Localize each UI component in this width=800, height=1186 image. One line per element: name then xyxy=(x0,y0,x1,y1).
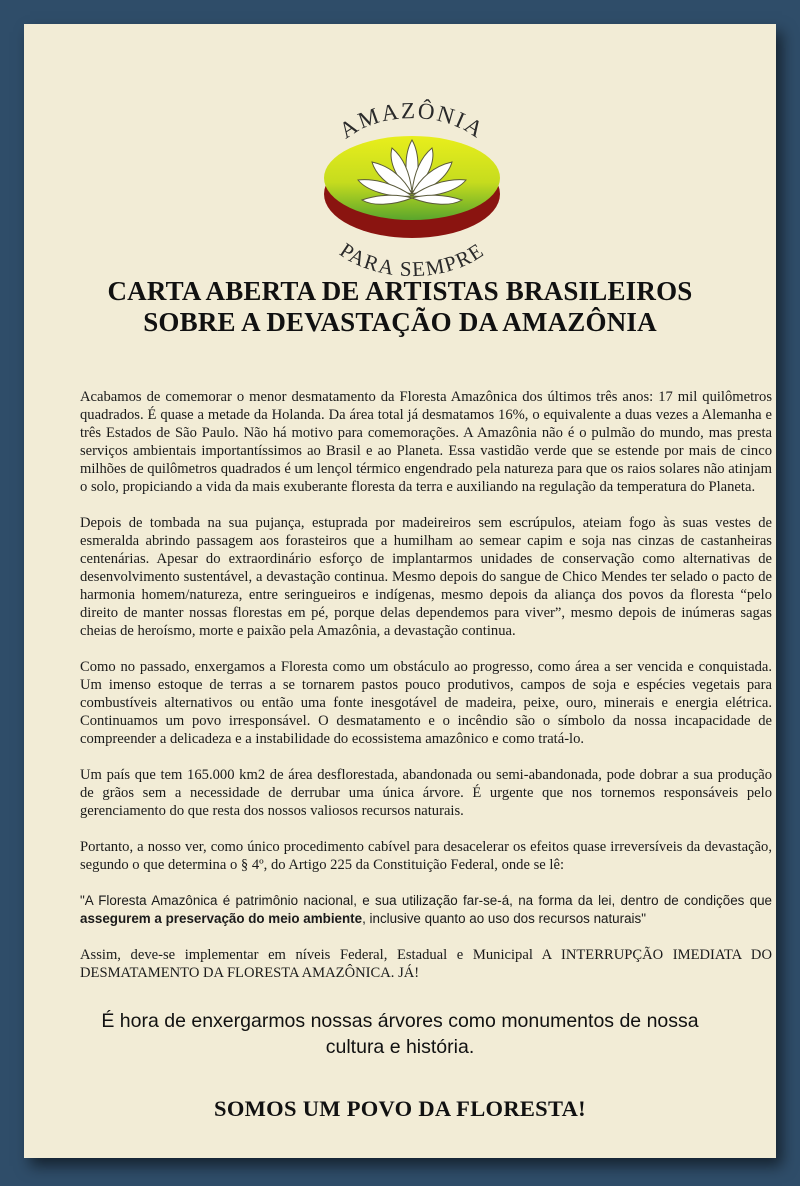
quote-text-bold: assegurem a preservação do meio ambiente xyxy=(80,911,363,926)
closing-line-1: É hora de enxergarmos nossas árvores como monumentos de nossa xyxy=(101,1010,699,1032)
closing-line-2: cultura e história. xyxy=(325,1036,475,1058)
title-line-1: CARTA ABERTA DE ARTISTAS BRASILEIROS xyxy=(107,276,693,306)
logo-text-bottom: PARA SEMPRE xyxy=(335,237,489,282)
letter-page xyxy=(24,24,776,1158)
page-title xyxy=(24,276,776,338)
paragraph-2: Depois de tombada na sua pujança, estuprada por madeireiros sem escrúpulos, ateiam fogo às suas vestes de esmeralda abrindo passagem aos forasteiros que a humilham ao semear capim e soja nas cinzas de castanheiras centenárias. Apesar do extraordinário esforço de implantarmos unidades de conservação como alternativas de desenvolvimento sustentável, a devastação continua. Mesmo depois do sangue de Chico Mendes ter selado o pacto de harmonia homem/natureza, entre seringueiros e indígenas, mesmo depois da aliança dos povos da floresta “pelo direito de manter nossas florestas em pé, porque delas dependemos para viver”, mesmo depois de inúmeras sagas cheias de heroísmo, morte e paixão pela Amazônia, a devastação continua. xyxy=(80,515,772,639)
title-line-2: SOBRE A DEVASTAÇÃO DA AMAZÔNIA xyxy=(143,307,657,337)
quote-text-after: , inclusive quanto ao uso dos recursos naturais" xyxy=(362,911,646,926)
amazonia-para-sempre-logo xyxy=(300,82,524,282)
paragraph-1: Acabamos de comemorar o menor desmatamento da Floresta Amazônica dos últimos três anos: 17 mil quilômetros quadrados. É quase a metade da Holanda. Da área total já desmatamos 16%, o equivalente a duas vezes a Alemanha e três Estados de São Paulo. Não há motivo para comemorações. A Amazônia não é o pulmão do mundo, mas presta serviços ambientais importantíssimos ao Brasil e ao Planeta. Essa vastidão verde que se estende por mais de cinco milhões de quilômetros quadrados é um lençol térmico engendrado pela natureza para que os raios solares não atinjam o solo, propiciando a vida da mais exuberante floresta da terra e auxiliando na regulação da temperatura do Planeta. xyxy=(80,389,772,495)
paragraph-3: Como no passado, enxergamos a Floresta como um obstáculo ao progresso, como área a ser vencida e conquistada. Um imenso estoque de terras a se tornarem pastos pouco produtivos, campos de soja e espécies vegetais para combustíveis alternativos ou então uma fonte inesgotável de madeira, peixe, ouro, minerais e energia elétrica. Continuamos um povo irresponsável. O desmatamento e o incêndio são o símbolo da nossa incapacidade de compreender a delicadeza e a instabilidade do ecossistema amazônico e como tratá-lo. xyxy=(80,659,772,747)
final-slogan: SOMOS UM POVO DA FLORESTA! xyxy=(214,1096,586,1121)
logo-text-top: AMAZÔNIA xyxy=(334,98,490,144)
paragraph-5: Portanto, a nosso ver, como único procedimento cabível para desacelerar os efeitos quase irreversíveis da devastação, segundo o que determina o § 4º, do Artigo 225 da Constituição Federal, onde se lê: xyxy=(80,839,772,873)
letter-body xyxy=(80,388,772,1000)
quote-text-before: "A Floresta Amazônica é patrimônio nacional, e sua utilização far-se-á, na forma da lei, dentro de condições que xyxy=(80,893,772,908)
constitution-quote xyxy=(80,892,772,928)
paragraph-4: Um país que tem 165.000 km2 de área desflorestada, abandonada ou semi-abandonada, pode dobrar a sua produção de grãos sem a necessidade de derrubar uma única árvore. É urgente que nos tornemos responsáveis pelo gerenciamento do que resta dos nossos valiosos recursos naturais. xyxy=(80,767,772,819)
conclusion-paragraph: Assim, deve-se implementar em níveis Federal, Estadual e Municipal A INTERRUPÇÃO IMEDIATA DO DESMATAMENTO DA FLORESTA AMAZÔNICA. JÁ! xyxy=(80,947,772,981)
closing-statement xyxy=(24,1008,776,1060)
